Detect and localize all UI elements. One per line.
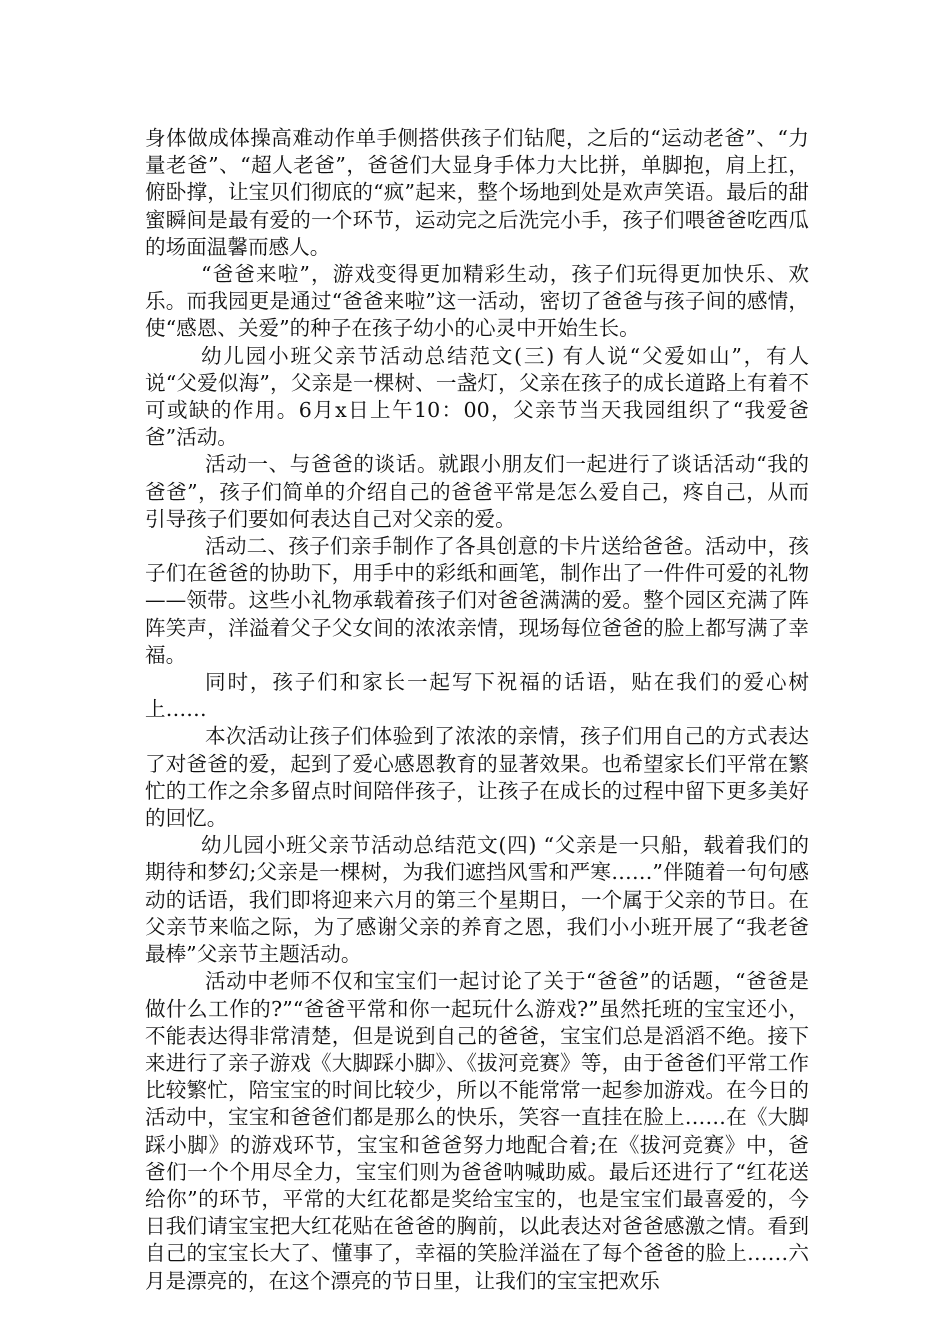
paragraph-9: 活动中老师不仅和宝宝们一起讨论了关于“爸爸”的话题，“爸爸是做什么工作的?”“爸爸平常和你一起玩什么游戏?”虽然托班的宝宝还小，不能表达得非常清楚，但是说到自己的爸爸，宝宝们总是滔滔不绝。接下来进行了亲子游戏《大脚踩小脚》、《拔河竞赛》等，由于爸爸们平常工作比较繁忙，陪宝宝的时间比较少，所以不能常常一起参加游戏。在今日的活动中，宝宝和爸爸们都是那么的快乐，笑容一直挂在脸上……在《大脚踩小脚》的游戏环节，宝宝和爸爸努力地配合着;在《拔河竞赛》中，爸爸们一个个用尽全力，宝宝们则为爸爸呐喊助威。最后还进行了“红花送给你”的环节，平常的大红花都是奖给宝宝的，也是宝宝们最喜爱的，今日我们请宝宝把大红花贴在爸爸的胸前，以此表达对爸爸感激之情。看到自己的宝宝长大了、懂事了，幸福的笑脸洋溢在了每个爸爸的脸上……六月是漂亮的，在这个漂亮的节日里，让我们的宝宝把欢乐: [145, 969, 809, 1293]
paragraph-4: 活动一、与爸爸的谈话。就跟小朋友们一起进行了谈话活动“我的爸爸”，孩子们简单的介绍自己的爸爸平常是怎么爱自己，疼自己，从而引导孩子们要如何表达自己对父亲的爱。: [145, 452, 809, 531]
paragraph-8: 幼儿园小班父亲节活动总结范文(四) “父亲是一只船，载着我们的期待和梦幻;父亲是一棵树，为我们遮挡风雪和严寒……”伴随着一句句感动的话语，我们即将迎来六月的第三个星期日，一个属于父亲的节日。在父亲节来临之际，为了感谢父亲的养育之恩，我们小小班开展了“我老爸最棒”父亲节主题活动。: [145, 833, 809, 967]
paragraph-2: “爸爸来啦”，游戏变得更加精彩生动，孩子们玩得更加快乐、欢乐。而我园更是通过“爸爸来啦”这一活动，密切了爸爸与孩子间的感情，使“感恩、关爱”的种子在孩子幼小的心灵中开始生长。: [145, 262, 809, 341]
paragraph-3: 幼儿园小班父亲节活动总结范文(三) 有人说“父爱如山”，有人说“父爱似海”，父亲是一棵树、一盏灯，父亲在孩子的成长道路上有着不可或缺的作用。6月x日上午10：00，父亲节当天我园组织了“我爱爸爸”活动。: [145, 343, 809, 450]
paragraph-7: 本次活动让孩子们体验到了浓浓的亲情，孩子们用自己的方式表达了对爸爸的爱，起到了爱心感恩教育的显著效果。也希望家长们平常在繁忙的工作之余多留点时间陪伴孩子，让孩子在成长的过程中留下更多美好的回忆。: [145, 724, 809, 831]
paragraph-5: 活动二、孩子们亲手制作了各具创意的卡片送给爸爸。活动中，孩子们在爸爸的协助下，用手中的彩纸和画笔，制作出了一件件可爱的礼物——领带。这些小礼物承载着孩子们对爸爸满满的爱。整个园区充满了阵阵笑声，洋溢着父子父女间的浓浓亲情，现场每位爸爸的脸上都写满了幸福。: [145, 534, 809, 667]
document-page: [145, 125, 809, 1295]
paragraph-1: 身体做成体操高难动作单手侧搭供孩子们钻爬，之后的“运动老爸”、“力量老爸”、“超人老爸”，爸爸们大显身手体力大比拼，单脚抱，肩上扛，俯卧撑，让宝贝们彻底的“疯”起来，整个场地到处是欢声笑语。最后的甜蜜瞬间是最有爱的一个环节，运动完之后洗完小手，孩子们喂爸爸吃西瓜的场面温馨而感人。: [145, 126, 809, 259]
paragraph-6: 同时，孩子们和家长一起写下祝福的话语，贴在我们的爱心树上……: [145, 670, 809, 722]
